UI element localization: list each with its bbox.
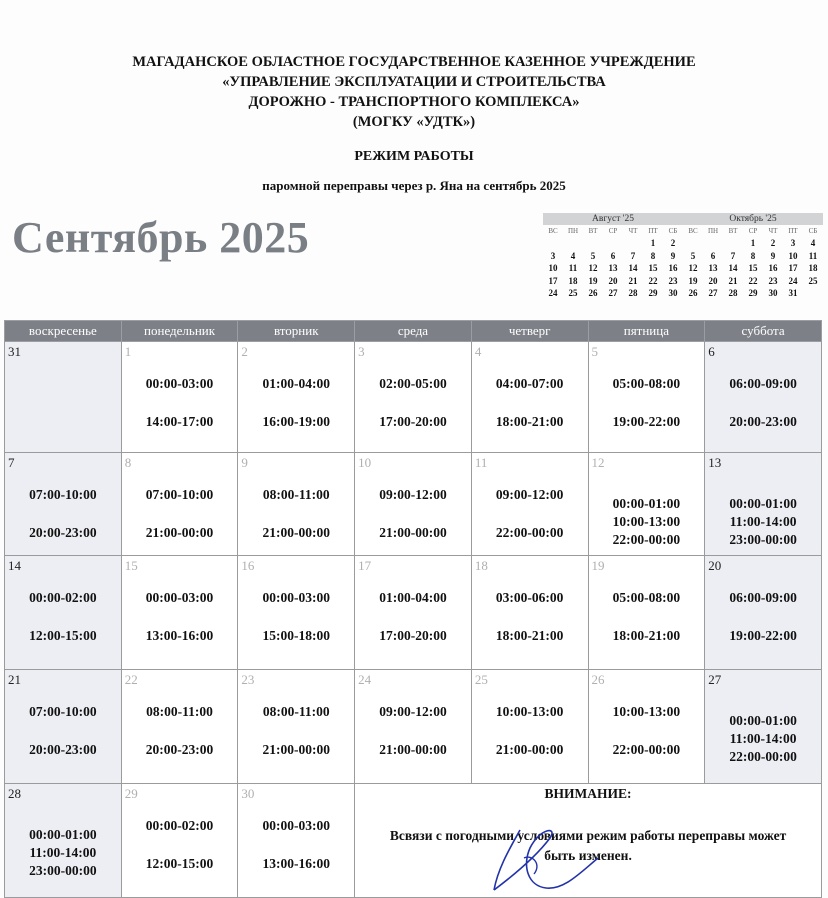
time-slot: 18:00-21:00	[612, 628, 681, 643]
mini-calendar-weekdays	[543, 225, 683, 237]
time-slot: 23:00-00:00	[729, 532, 797, 547]
time-slot: 10:00-13:00	[495, 704, 564, 719]
time-slot: 08:00-11:00	[146, 704, 213, 719]
mini-calendar-days	[683, 237, 823, 300]
mini-weekday-label: ПН	[567, 227, 579, 235]
mini-day: 21	[628, 275, 638, 286]
time-slot: 17:00-20:00	[379, 414, 447, 429]
mini-day: 8	[750, 250, 756, 261]
day-number: 22	[124, 672, 138, 687]
day-number: 10	[358, 455, 372, 470]
mini-day: 13	[608, 263, 618, 274]
mini-day: 3	[790, 238, 796, 248]
day-number: 25	[474, 672, 488, 687]
time-slot: 00:00-03:00	[262, 818, 330, 833]
notice-text-line: Всвязи с погодными условиями режим работы переправы может	[389, 828, 787, 843]
time-slot: 00:00-03:00	[145, 376, 214, 391]
mini-weekday-label: СР	[748, 227, 758, 235]
time-slot: 10:00-13:00	[612, 704, 681, 719]
day-cell	[238, 453, 355, 556]
day-number: 27	[708, 672, 722, 687]
mini-day: 1	[650, 238, 656, 248]
notice-title: ВНИМАНИЕ:	[544, 786, 632, 801]
day-number: 8	[124, 455, 132, 470]
mini-day: 14	[728, 263, 738, 274]
day-number: 24	[358, 672, 372, 687]
mini-weekday-label: ВТ	[728, 227, 738, 235]
time-slot: 05:00-08:00	[612, 590, 681, 605]
day-cell	[588, 342, 705, 453]
mini-day: 28	[628, 288, 638, 299]
day-number: 1	[124, 344, 132, 359]
mini-day: 20	[708, 275, 718, 286]
day-number: 31	[8, 344, 21, 359]
mini-day: 26	[688, 288, 698, 299]
time-slot: 21:00-00:00	[379, 525, 447, 540]
day-cell	[588, 556, 705, 670]
mini-day	[543, 237, 563, 250]
time-slot: 01:00-04:00	[379, 590, 447, 605]
mini-day: 25	[568, 288, 578, 299]
time-slot: 04:00-07:00	[495, 376, 564, 391]
org-line-4: (МОГКУ «УДТК»)	[352, 114, 476, 130]
time-slot: 20:00-23:00	[729, 414, 797, 429]
weekday-header: пятница	[588, 321, 705, 342]
day-cell	[5, 784, 122, 898]
day-number: 19	[591, 558, 605, 573]
mini-day: 5	[590, 250, 596, 261]
mini-calendar-title: Август '25	[543, 213, 683, 225]
day-cell	[705, 453, 822, 556]
time-slot: 00:00-01:00	[29, 827, 97, 842]
time-slot: 00:00-01:00	[729, 713, 797, 728]
time-slot: 09:00-12:00	[379, 704, 447, 719]
mini-day: 19	[588, 275, 598, 286]
mini-calendar-october	[683, 213, 823, 300]
time-slot-group	[5, 826, 121, 880]
mini-weekday-label: СБ	[668, 227, 678, 235]
mini-day: 6	[610, 250, 616, 261]
mini-day	[623, 237, 643, 250]
mini-weekday-label: ВС	[688, 227, 698, 235]
org-line-2: «УПРАВЛЕНИЕ ЭКСПЛУАТАЦИИ И СТРОИТЕЛЬСТВА	[222, 74, 606, 90]
day-cell	[705, 670, 822, 784]
mini-day: 24	[788, 275, 798, 286]
subtitle: паромной переправы через р. Яна на сентябрь 2025	[262, 178, 566, 193]
mini-day: 23	[768, 275, 778, 286]
time-slot: 08:00-11:00	[262, 487, 330, 502]
day-cell	[5, 670, 122, 784]
mini-day: 17	[788, 263, 798, 274]
day-cell	[121, 784, 238, 898]
mini-day	[583, 237, 603, 250]
mini-day: 18	[568, 275, 578, 286]
weekday-header: суббота	[705, 321, 822, 342]
week-row	[5, 453, 822, 556]
mini-calendar-title: Октябрь '25	[683, 213, 823, 225]
time-slot: 19:00-22:00	[612, 414, 681, 429]
day-number: 18	[474, 558, 488, 573]
mini-day: 11	[808, 250, 818, 261]
mini-day: 27	[708, 288, 718, 299]
day-number: 15	[124, 558, 138, 573]
time-slot: 11:00-14:00	[729, 731, 797, 746]
time-slot: 11:00-14:00	[729, 514, 797, 529]
mini-day: 15	[748, 263, 758, 274]
day-cell	[471, 670, 588, 784]
mini-day: 9	[770, 250, 776, 261]
time-slot: 12:00-15:00	[29, 628, 97, 643]
mini-day	[723, 237, 743, 250]
day-number: 9	[241, 455, 248, 470]
time-slot: 22:00-00:00	[612, 532, 681, 547]
time-slot: 20:00-23:00	[29, 525, 97, 540]
mini-day: 7	[630, 250, 636, 261]
day-number: 11	[474, 455, 488, 470]
week-row	[5, 670, 822, 784]
time-slot: 06:00-09:00	[729, 590, 797, 605]
time-slot: 09:00-12:00	[495, 487, 564, 502]
mini-calendar-days	[543, 237, 683, 300]
notice-text-line: быть изменен.	[544, 848, 632, 863]
time-slot: 10:00-13:00	[612, 514, 681, 529]
weekday-header: понедельник	[121, 321, 238, 342]
time-slot: 00:00-03:00	[145, 590, 214, 605]
day-number: 3	[358, 344, 365, 359]
time-slot: 22:00-00:00	[495, 525, 564, 540]
time-slot: 14:00-17:00	[145, 414, 214, 429]
mini-day: 14	[628, 263, 638, 274]
mini-day	[563, 237, 583, 250]
mini-weekday-label: ПТ	[788, 227, 798, 235]
day-cell	[121, 670, 238, 784]
mini-day: 31	[788, 288, 798, 299]
week-row	[5, 556, 822, 670]
day-cell	[238, 556, 355, 670]
day-number: 5	[591, 344, 599, 359]
time-slot: 22:00-00:00	[729, 749, 797, 764]
time-slot: 07:00-10:00	[29, 487, 97, 502]
time-slot: 19:00-22:00	[729, 628, 797, 643]
time-slot: 07:00-10:00	[29, 704, 97, 719]
day-number: 29	[124, 786, 138, 801]
time-slot: 16:00-19:00	[262, 414, 330, 429]
mini-day: 6	[710, 250, 716, 261]
day-number: 16	[241, 558, 255, 573]
mini-day: 17	[548, 275, 558, 286]
mini-day: 11	[568, 263, 578, 274]
week-row	[5, 784, 822, 898]
time-slot: 20:00-23:00	[29, 742, 97, 757]
time-slot: 23:00-00:00	[29, 863, 97, 878]
schedule-calendar	[4, 320, 822, 898]
day-cell	[355, 670, 472, 784]
day-number: 4	[474, 344, 482, 359]
weekday-header: вторник	[238, 321, 355, 342]
time-slot: 12:00-15:00	[145, 856, 214, 871]
time-slot: 22:00-00:00	[612, 742, 681, 757]
mini-day: 21	[728, 275, 738, 286]
day-cell	[471, 453, 588, 556]
mini-day: 28	[728, 288, 738, 299]
day-cell	[355, 556, 472, 670]
mini-day: 29	[648, 288, 658, 299]
day-number: 21	[8, 672, 21, 687]
day-cell	[355, 342, 472, 453]
mini-day: 1	[750, 238, 756, 248]
mini-weekday-label: СБ	[808, 227, 818, 235]
mini-weekday-label: ВС	[548, 227, 558, 235]
mini-weekday-label: ЧТ	[768, 227, 778, 235]
mini-day: 9	[670, 250, 676, 261]
mini-day: 23	[668, 275, 678, 286]
day-cell	[5, 453, 122, 556]
day-cell	[588, 670, 705, 784]
mini-weekday-label: ПТ	[648, 227, 658, 235]
mini-weekday-label: ПН	[707, 227, 719, 235]
mini-day: 7	[730, 250, 736, 261]
mini-day: 3	[550, 250, 556, 261]
time-slot: 05:00-08:00	[612, 376, 681, 391]
day-number: 17	[358, 558, 372, 573]
mini-day: 10	[548, 263, 558, 274]
day-cell	[5, 342, 122, 453]
mini-day: 19	[688, 275, 698, 286]
day-number: 6	[708, 344, 715, 359]
day-cell	[355, 453, 472, 556]
day-number: 26	[591, 672, 605, 687]
mini-day: 5	[690, 250, 696, 261]
time-slot: 08:00-11:00	[262, 704, 330, 719]
mini-day: 27	[608, 288, 618, 299]
day-cell	[705, 342, 822, 453]
time-slot: 00:00-01:00	[612, 496, 681, 511]
time-slot: 00:00-02:00	[29, 590, 97, 605]
week-row	[5, 342, 822, 453]
organization-name	[0, 52, 828, 132]
time-slot-group	[705, 495, 821, 549]
mini-calendar-august	[543, 213, 683, 300]
mini-day: 16	[668, 263, 678, 274]
weekday-header: четверг	[471, 321, 588, 342]
time-slot: 18:00-21:00	[495, 414, 564, 429]
time-slot: 21:00-00:00	[379, 742, 447, 757]
time-slot-group	[589, 495, 705, 549]
day-cell	[238, 670, 355, 784]
day-cell	[238, 342, 355, 453]
weekday-header: воскресенье	[5, 321, 122, 342]
day-cell	[238, 784, 355, 898]
time-slot: 21:00-00:00	[262, 525, 330, 540]
mini-day: 15	[648, 263, 658, 274]
mini-day: 8	[650, 250, 656, 261]
time-slot: 21:00-00:00	[145, 525, 214, 540]
time-slot: 00:00-01:00	[729, 496, 797, 511]
mini-day: 12	[688, 263, 698, 274]
day-cell	[121, 453, 238, 556]
time-slot: 02:00-05:00	[379, 376, 447, 391]
mini-weekday-label: СР	[608, 227, 618, 235]
mini-calendar-weekdays	[683, 225, 823, 237]
mini-weekday-label: ЧТ	[628, 227, 638, 235]
time-slot: 00:00-03:00	[262, 590, 330, 605]
mode-title: РЕЖИМ РАБОТЫ	[354, 149, 474, 164]
mini-day	[703, 237, 723, 250]
day-number: 28	[8, 786, 21, 801]
day-number: 12	[591, 455, 605, 470]
day-cell	[588, 453, 705, 556]
time-slot: 17:00-20:00	[379, 628, 447, 643]
time-slot-group	[705, 712, 821, 766]
mini-day: 26	[588, 288, 598, 299]
mini-day: 13	[708, 263, 718, 274]
mini-weekday-label: ВТ	[588, 227, 598, 235]
mini-day: 16	[768, 263, 778, 274]
time-slot: 00:00-02:00	[145, 818, 214, 833]
day-cell	[705, 556, 822, 670]
time-slot: 18:00-21:00	[495, 628, 564, 643]
time-slot: 03:00-06:00	[495, 590, 564, 605]
signature	[480, 818, 610, 898]
time-slot: 01:00-04:00	[262, 376, 330, 391]
mini-day: 2	[670, 238, 676, 248]
day-number: 20	[708, 558, 722, 573]
time-slot: 15:00-18:00	[262, 628, 330, 643]
day-cell	[121, 342, 238, 453]
mini-day: 12	[588, 263, 598, 274]
time-slot: 13:00-16:00	[262, 856, 330, 871]
time-slot: 13:00-16:00	[145, 628, 214, 643]
mini-day: 29	[748, 288, 758, 299]
day-number: 2	[241, 344, 248, 359]
mini-day: 10	[788, 250, 798, 261]
time-slot: 21:00-00:00	[495, 742, 564, 757]
month-title: Сентябрь 2025	[12, 213, 310, 262]
time-slot: 21:00-00:00	[262, 742, 330, 757]
mini-day	[683, 237, 703, 250]
weekday-header: среда	[355, 321, 472, 342]
weekday-header-row	[5, 321, 822, 342]
time-slot: 20:00-23:00	[145, 742, 214, 757]
mini-day: 4	[810, 238, 816, 248]
day-number: 14	[8, 558, 21, 573]
mini-day: 22	[648, 275, 658, 286]
time-slot: 06:00-09:00	[729, 376, 797, 391]
time-slot: 07:00-10:00	[145, 487, 214, 502]
org-line-3: ДОРОЖНО - ТРАНСПОРТНОГО КОМПЛЕКСА»	[248, 94, 580, 110]
mini-day	[603, 237, 623, 250]
mini-day: 18	[808, 263, 818, 274]
mini-day: 4	[570, 250, 576, 261]
day-cell	[471, 556, 588, 670]
time-slot: 11:00-14:00	[29, 845, 97, 860]
day-cell	[121, 556, 238, 670]
mini-day: 22	[748, 275, 758, 286]
day-number: 7	[8, 455, 15, 470]
mini-day: 24	[548, 288, 558, 299]
time-slot: 09:00-12:00	[379, 487, 447, 502]
org-line-1: МАГАДАНСКОЕ ОБЛАСТНОЕ ГОСУДАРСТВЕННОЕ КАЗЕННОЕ УЧРЕЖДЕНИЕ	[132, 54, 696, 70]
mini-day: 25	[808, 275, 818, 286]
day-number: 13	[708, 455, 722, 470]
mini-day: 30	[768, 288, 778, 299]
mini-day: 30	[668, 288, 678, 299]
day-number: 30	[241, 786, 255, 801]
day-cell	[471, 342, 588, 453]
day-number: 23	[241, 672, 255, 687]
mini-day: 2	[770, 238, 776, 248]
mini-day: 20	[608, 275, 618, 286]
day-cell	[5, 556, 122, 670]
